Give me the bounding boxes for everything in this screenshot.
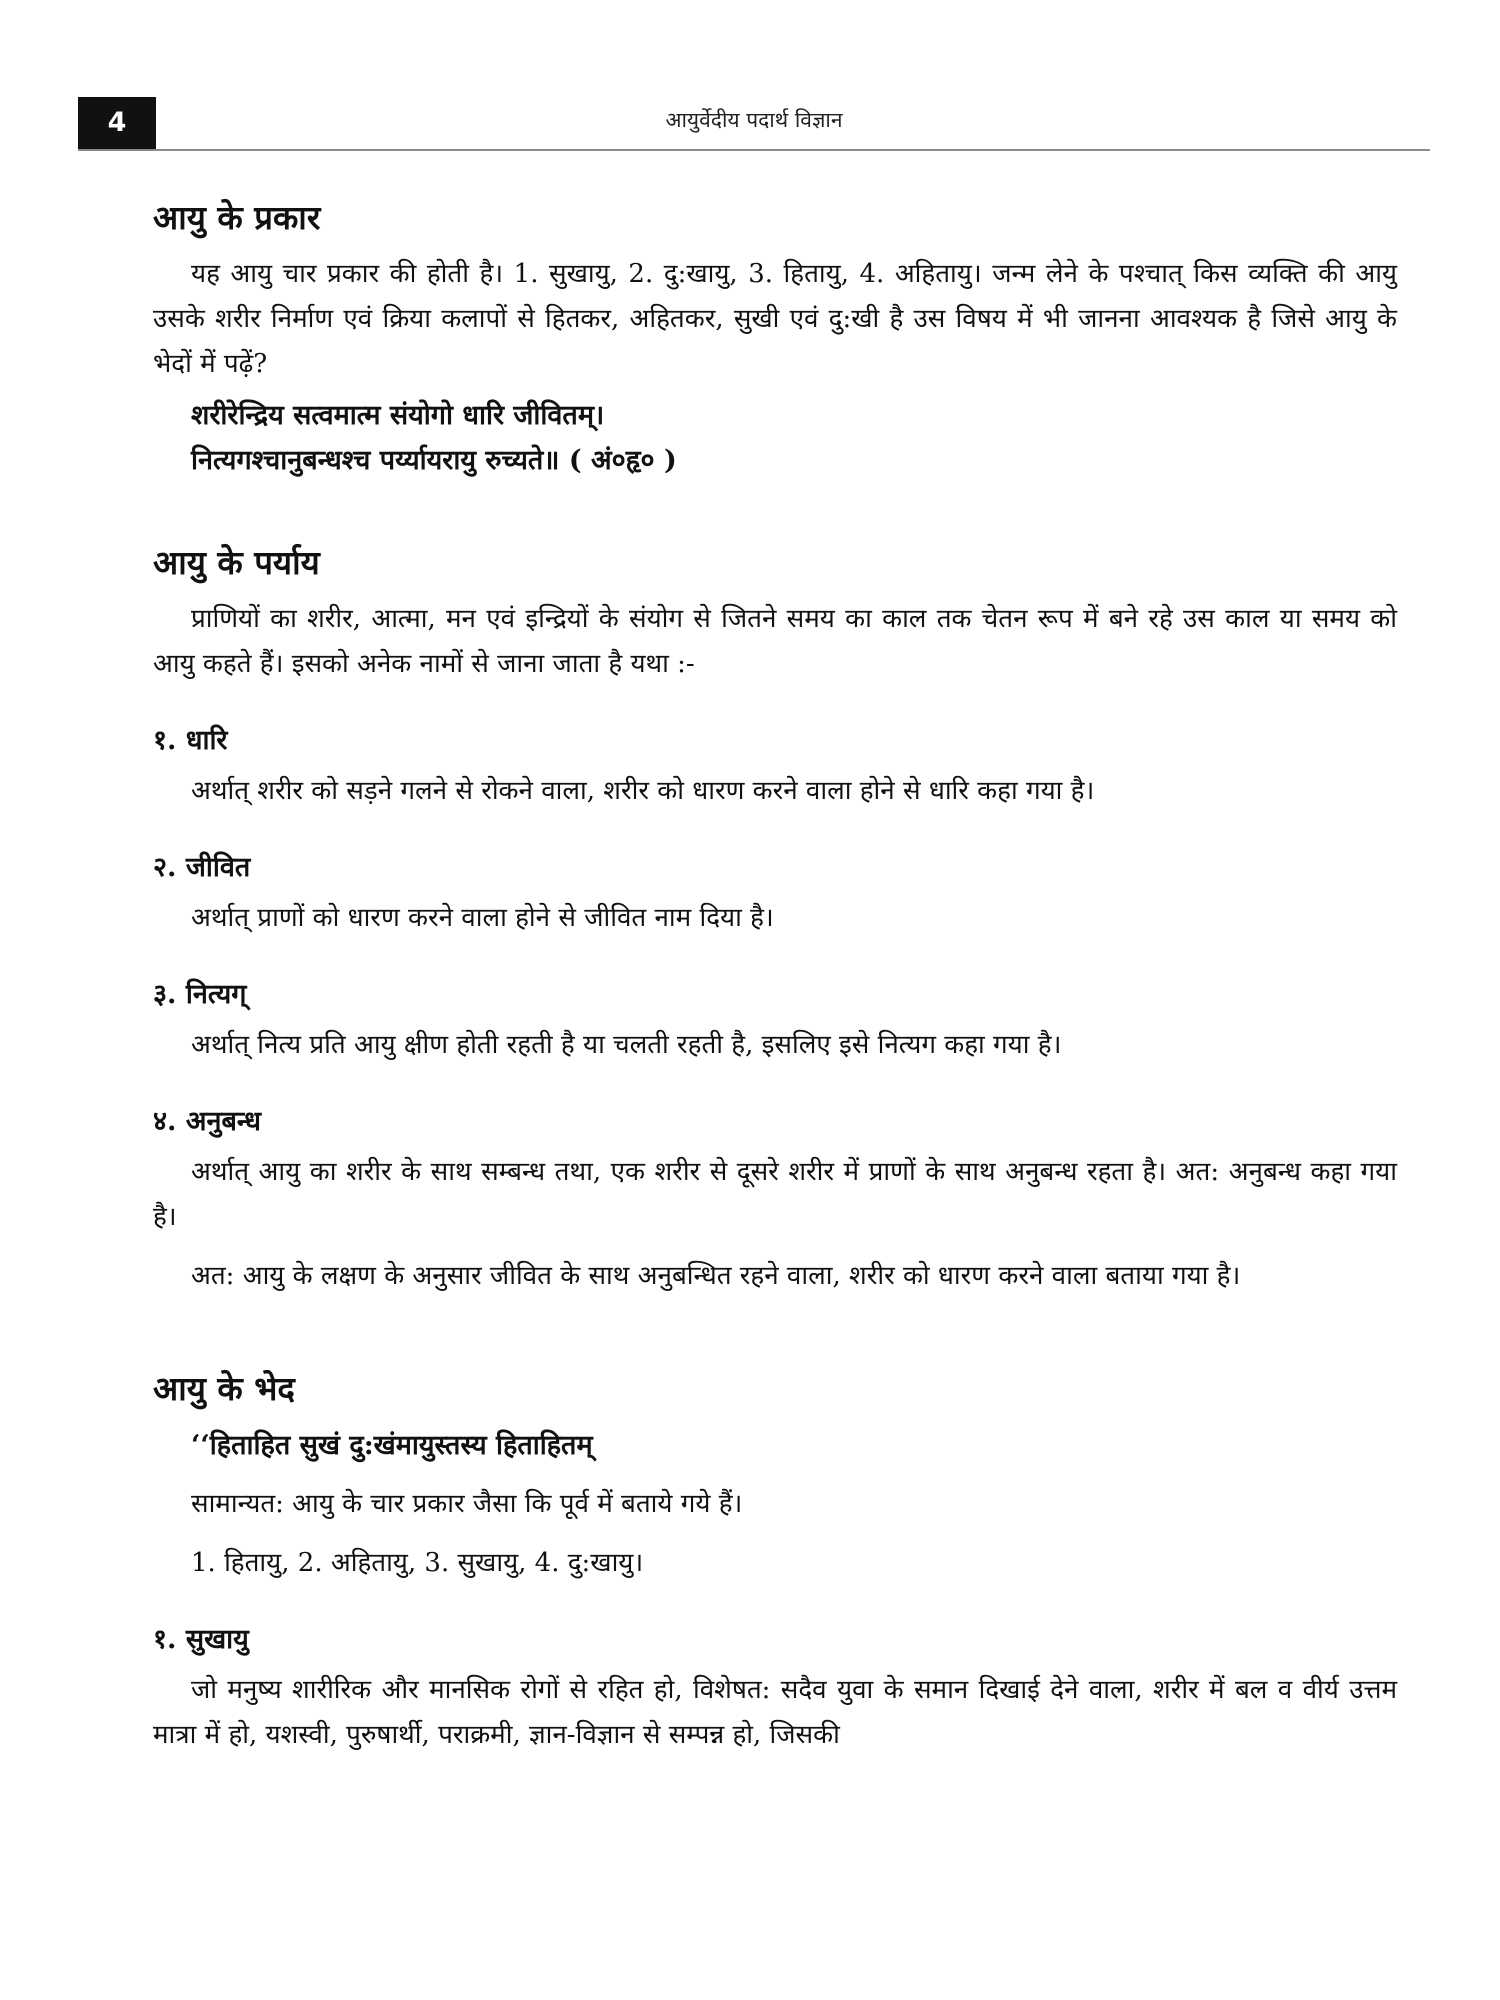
page-number: 4 <box>78 97 156 149</box>
section-paragraph: प्राणियों का शरीर, आत्मा, मन एवं इन्द्रियों के संयोग से जितने समय का काल तक चेतन रूप में बने रहे उस काल या समय को आयु कहते हैं। इसको अनेक नामों से जाना जाता है यथा :- <box>153 604 1397 679</box>
list-item-heading: ३. नित्यग् <box>153 979 247 1010</box>
section-heading-ayu-bhed: आयु के भेद <box>153 1369 295 1408</box>
section-paragraph: यह आयु चार प्रकार की होती है। 1. सुखायु, 2. दु:खायु, 3. हितायु, 4. अहितायु। जन्म लेने के पश्चात् किस व्यक्ति की आयु उसके शरीर निर्माण एवं क्रिया कलापों से हितकर, अहितकर, सुखी एवं दु:खी है उस विषय में भी जानना आवश्यक है जिसे आयु के भेदों में पढ़ें? <box>153 259 1397 379</box>
list-item-heading: १. धारि <box>153 725 228 756</box>
list-item-heading: २. जीवित <box>153 852 251 883</box>
list-item-heading: ४. अनुबन्ध <box>153 1106 261 1137</box>
section-paragraph: जो मनुष्य शारीरिक और मानसिक रोगों से रहित हो, विशेषत: सदैव युवा के समान दिखाई देने वाला, शरीर में बल व वीर्य उत्तम मात्रा में हो, यशस्वी, पुरुषार्थी, पराक्रमी, ज्ञान-विज्ञान से सम्पन्न हो, जिसकी <box>153 1675 1397 1750</box>
list-item-text: अर्थात् शरीर को सड़ने गलने से रोकने वाला, शरीर को धारण करने वाला होने से धारि कहा गया है। <box>191 776 1095 806</box>
list-item-text: अर्थात् नित्य प्रति आयु क्षीण होती रहती है या चलती रहती है, इसलिए इसे नित्यग कहा गया है। <box>191 1030 1062 1060</box>
page-body <box>153 196 1397 1758</box>
quote-line: ‘‘हिताहित सुखं दु:खंमायुस्तस्य हिताहितम् <box>191 1430 593 1461</box>
sanskrit-verse <box>153 393 1397 483</box>
running-title: आयुर्वेदीय पदार्थ विज्ञान <box>665 108 843 132</box>
verse-line: शरीरेन्द्रिय सत्वमात्म संयोगो धारि जीवितम्। <box>191 400 605 431</box>
list-item-text: अर्थात् आयु का शरीर के साथ सम्बन्ध तथा, एक शरीर से दूसरे शरीर में प्राणों के साथ अनुबन्ध रहता है। अत: अनुबन्ध कहा गया है। <box>153 1157 1397 1232</box>
list-item-text: अर्थात् प्राणों को धारण करने वाला होने से जीवित नाम दिया है। <box>191 903 774 933</box>
list-item-heading: १. सुखायु <box>153 1624 249 1655</box>
section-heading-ayu-prakar: आयु के प्रकार <box>153 198 321 237</box>
closing-paragraph: अत: आयु के लक्षण के अनुसार जीवित के साथ अनुबन्धित रहने वाला, शरीर को धारण करने वाला बताया गया है। <box>191 1261 1241 1291</box>
section-heading-ayu-paryay: आयु के पर्याय <box>153 543 320 582</box>
verse-line: नित्यगश्चानुबन्धश्च पर्य्यायरायु रुच्यते॥ ( अं०हृ० ) <box>191 445 677 476</box>
intro-line: सामान्यत: आयु के चार प्रकार जैसा कि पूर्व में बताये गये हैं। <box>191 1489 743 1519</box>
page-header <box>78 97 1430 151</box>
types-list-line: 1. हितायु, 2. अहितायु, 3. सुखायु, 4. दु:खायु। <box>191 1548 644 1578</box>
